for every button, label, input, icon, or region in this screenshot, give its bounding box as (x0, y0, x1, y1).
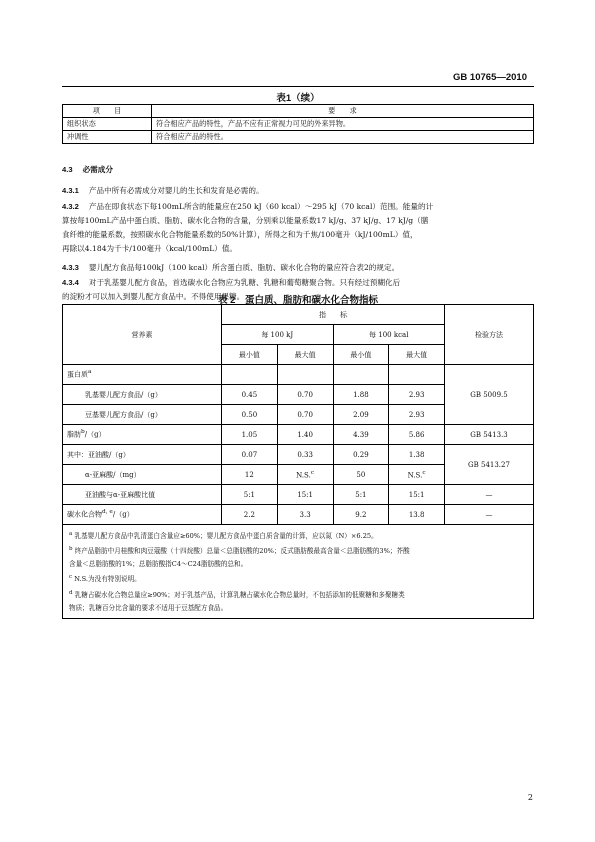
clause-number: 4.3.1 (62, 186, 79, 195)
table2-cell: 1.88 (333, 385, 389, 405)
cell-text: N.S. (407, 471, 423, 480)
row-label: 亚油酸与α-亚麻酸比值 (63, 485, 222, 505)
footnotes-cell (63, 525, 534, 619)
table1 (62, 104, 534, 144)
row-label: 乳基婴儿配方食品/（g） (63, 385, 222, 405)
standard-code: GB 10765—2010 (453, 72, 527, 83)
table2-cell: 2.09 (333, 405, 389, 425)
table2-header-index: 指 标 (222, 305, 445, 325)
table2-method-ratio: — (445, 485, 534, 505)
row-label (63, 505, 222, 525)
table2-cell (222, 365, 278, 385)
paragraph-4-3-3 (62, 261, 534, 275)
table2-cell: 2.2 (222, 505, 278, 525)
footnote-text: 乳糖占碳水化合物总量应≥90%；对于乳基产品，计算乳糖占碳水化合物总量时，不包括添加的低聚糖和多聚糖类 (74, 590, 405, 599)
clause-line (62, 200, 534, 214)
footnote-b: $^b$ 终产品脂肪中月桂酸和肉豆蔻酸（十四烷酸）总量＜总脂肪酸的20%；反式脂肪酸最高含量＜总脂肪酸的3%；芥酸 (69, 546, 410, 556)
row-label-text: 碳水化合物 (67, 510, 102, 519)
table2-cell: 50 (333, 465, 389, 485)
table2-cell: 0.07 (222, 445, 278, 465)
table2-header-per-kj: 每 100 kJ (222, 325, 334, 345)
table2-header-max: 最大值 (277, 345, 333, 365)
clause-line: 再除以4.184为千卡/100毫升（kcal/100mL）值。 (62, 244, 238, 253)
table-row (63, 305, 534, 325)
footnote-text: 终产品脂肪中月桂酸和肉豆蔻酸（十四烷酸）总量＜总脂肪酸的20%；反式脂肪酸最高含量＜总脂肪酸的3%；芥酸 (74, 547, 410, 556)
footnote-ref-c: c (310, 469, 315, 476)
table1-cell: 组织状态 (63, 118, 152, 131)
row-label: α-亚麻酸/（mg） (63, 465, 222, 485)
footnote-d-cont: 物质；乳糖百分比含量的要求不适用于豆基配方食品。 (69, 603, 228, 612)
table2-cell: 0.70 (277, 405, 333, 425)
table1-cell: 符合相应产品的特性，产品不应有正常视力可见的外来异物。 (152, 118, 534, 131)
paragraph-4-3-1 (62, 184, 534, 198)
clause-text: 产品中所有必需成分对婴儿的生长和发育是必需的。 (88, 186, 264, 195)
footnote-ref-b: b (81, 429, 85, 436)
clause-line: 食纤维的能量系数，按照碳水化合物能量系数的50%计算），所得之和为千焦/100毫升（kJ/100mL）值， (62, 230, 418, 239)
table2-cell: 5.86 (389, 425, 445, 445)
table2-cell: 12 (222, 465, 278, 485)
page-number: 2 (527, 793, 533, 802)
table2-header-min: 最小值 (222, 345, 278, 365)
table1-cell: 符合相应产品的特性。 (152, 131, 534, 144)
footnote-a: $^a$ 乳基婴儿配方食品中乳清蛋白含量应≥60%；婴儿配方食品中蛋白质含量的计算，应以氮（N）×6.25。 (69, 531, 378, 541)
table2-cell (277, 465, 333, 485)
table2-cell (389, 365, 445, 385)
table2-cell: 1.05 (222, 425, 278, 445)
table2-cell: 1.38 (389, 445, 445, 465)
table2-cell: 15:1 (277, 485, 333, 505)
row-label-unit: /（g） (84, 430, 106, 439)
table2-cell: 0.50 (222, 405, 278, 425)
table2-cell: 0.70 (277, 385, 333, 405)
table1-caption: 表1（续） (276, 93, 320, 104)
table-row (63, 445, 534, 465)
clause-line: 算按每100mL产品中蛋白质、脂肪、碳水化合物的含量，分别乘以能量系数17 kJ/g、37 kJ/g、17 kJ/g（膳 (62, 216, 429, 225)
table2-method-carb: — (445, 505, 534, 525)
table2 (62, 304, 534, 619)
table1-header-item: 项 目 (63, 105, 152, 118)
table-row (63, 105, 534, 118)
table2-cell (333, 365, 389, 385)
row-label: 其中：亚油酸/（g） (63, 445, 222, 465)
table2-cell: 9.2 (333, 505, 389, 525)
table-row (63, 485, 534, 505)
footnote-ref-c: c (422, 469, 426, 476)
table2-method-fat: GB 5413.3 (445, 425, 534, 445)
table2-cell: 13.8 (389, 505, 445, 525)
table2-header-nutrient: 营养素 (63, 305, 222, 365)
table2-cell: 4.39 (333, 425, 389, 445)
table-row (63, 365, 534, 385)
table1-cell: 冲调性 (63, 131, 152, 144)
footnote-b-cont: 含量＜总脂肪酸的1%；总脂肪酸指C4～C24脂肪酸的总和。 (69, 560, 248, 569)
clause-number: 4.3.2 (62, 202, 79, 211)
table2-cell: 5:1 (333, 485, 389, 505)
protein-label (63, 365, 222, 385)
clause-line: 的淀粉才可以加入到婴儿配方食品中。不得使用果糖。 (62, 292, 245, 301)
table2-header-max: 最大值 (389, 345, 445, 365)
table2-caption: 表 2 蛋白质、脂肪和碳水化合物指标 (218, 295, 378, 306)
protein-text: 蛋白质 (67, 370, 88, 379)
table2-cell: 2.93 (389, 405, 445, 425)
table2-cell (277, 365, 333, 385)
table2-method-fatty-acids: GB 5413.27 (445, 445, 534, 485)
table-row (63, 505, 534, 525)
footnote-text: N.S.为没有特别说明。 (74, 575, 141, 584)
clause-number: 4.3.4 (62, 278, 79, 287)
table2-cell: 0.33 (277, 445, 333, 465)
table2-cell: 0.29 (333, 445, 389, 465)
clause-line (62, 276, 534, 290)
cell-text: N.S. (296, 471, 311, 480)
table2-method-protein: GB 5009.5 (445, 365, 534, 425)
footnote-c: $^c$ N.S.为没有特别说明。 (69, 574, 141, 584)
table-row (63, 425, 534, 445)
table2-cell (389, 465, 445, 485)
row-label-unit: /（g） (112, 510, 134, 519)
table2-cell: 15:1 (389, 485, 445, 505)
table1-header-requirement: 要 求 (152, 105, 534, 118)
table-row (63, 131, 534, 144)
table2-footnotes (63, 525, 534, 619)
table2-header-method: 检验方法 (445, 305, 534, 365)
footnote-ref-de: d, e (102, 509, 113, 516)
clause-text: 产品在即食状态下每100mL所含的能量应在250 kJ（60 kcal）～295 kJ（70 kcal）范围。能量的计 (88, 202, 434, 211)
clause-text: 婴儿配方食品每100kJ（100 kcal）所含蛋白质、脂肪、碳水化合物的量应符合表2的规定。 (88, 263, 400, 272)
clause-number: 4.3.3 (62, 263, 79, 272)
footnote-d: $^d$ 乳糖占碳水化合物总量应≥90%；对于乳基产品，计算乳糖占碳水化合物总量时，不包括添加的低聚糖和多聚糖类 (69, 589, 405, 599)
section-heading (62, 163, 534, 177)
row-label: 豆基婴儿配方食品/（g） (63, 405, 222, 425)
table-row (63, 118, 534, 131)
section-number: 4.3 (62, 165, 73, 174)
row-label-text: 脂肪 (67, 430, 81, 439)
table2-cell: 5:1 (222, 485, 278, 505)
footnote-text: 乳基婴儿配方食品中乳清蛋白含量应≥60%；婴儿配方食品中蛋白质含量的计算，应以氮（N）×6.25。 (74, 532, 378, 541)
clause-text: 对于乳基婴儿配方食品，首选碳水化合物应为乳糖、乳糖和葡萄糖聚合物。只有经过预糊化后 (88, 278, 401, 287)
footnote-ref-a: a (88, 369, 92, 376)
table2-header-min: 最小值 (333, 345, 389, 365)
table2-header-per-kcal: 每 100 kcal (333, 325, 445, 345)
header-rule (62, 86, 534, 87)
section-title: 必需成分 (82, 165, 113, 174)
table2-cell: 0.45 (222, 385, 278, 405)
row-label (63, 425, 222, 445)
paragraph-4-3-2 (62, 200, 534, 256)
table2-cell: 2.93 (389, 385, 445, 405)
table2-cell: 3.3 (277, 505, 333, 525)
table2-cell: 1.40 (277, 425, 333, 445)
